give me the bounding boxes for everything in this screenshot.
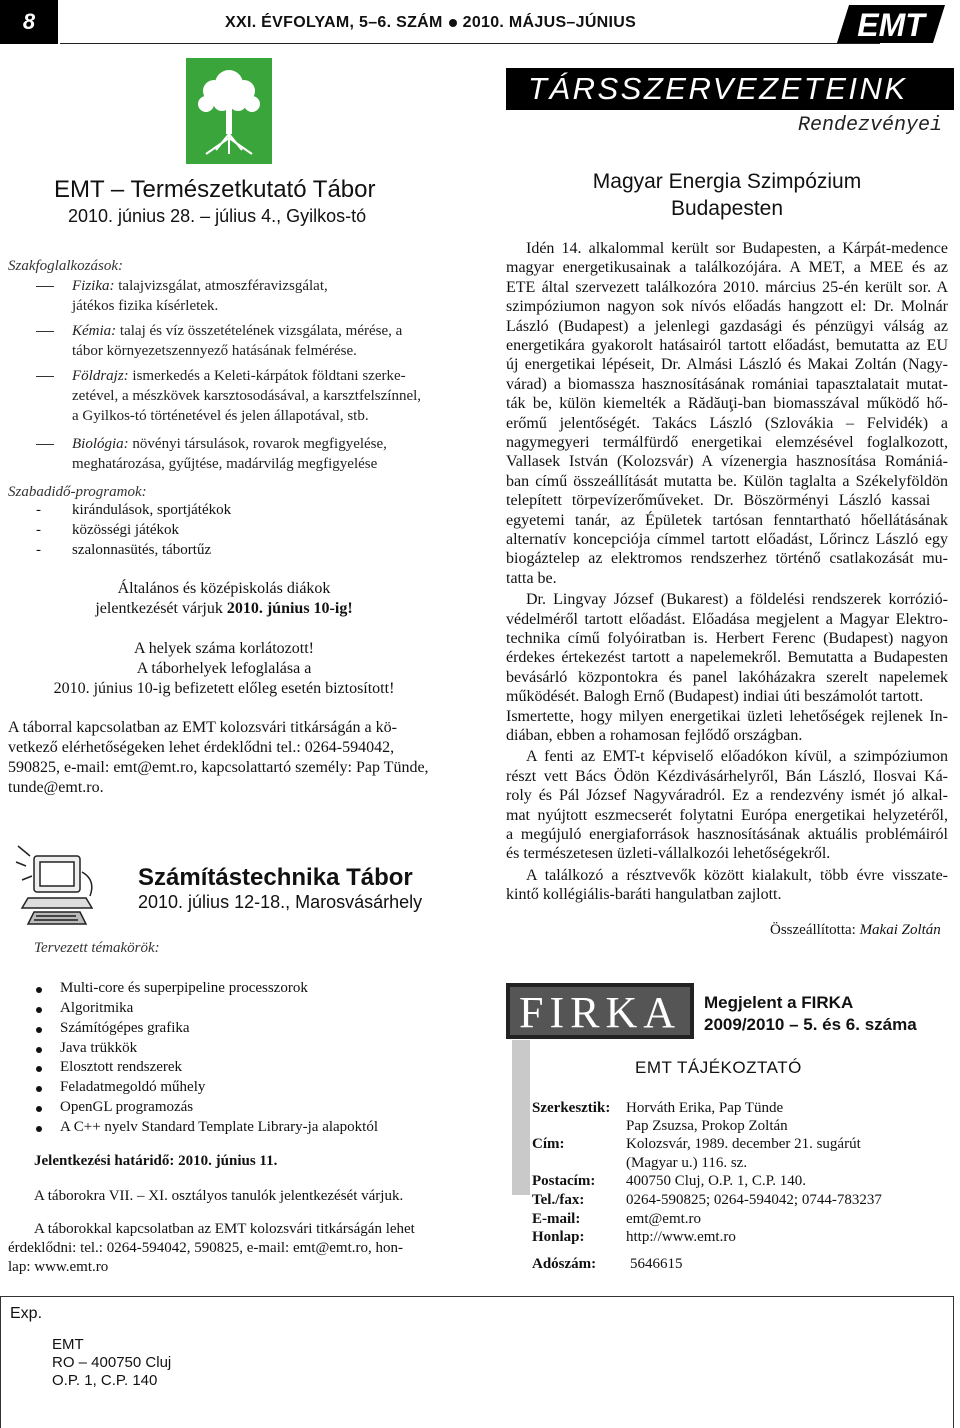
list-item bbox=[72, 321, 402, 341]
article-line: és természetesen üzleti-vállalkozói lehetőségekről. bbox=[506, 845, 831, 863]
notice-text: jelentkezését várjuk bbox=[95, 600, 223, 617]
firka-heading bbox=[704, 992, 917, 1036]
author-name: Makai Zoltán bbox=[859, 922, 941, 938]
article-line: egyetemi tanár, az Épületek tartósan fenntartható hőellátásának bbox=[506, 511, 948, 529]
address-line: O.P. 1, C.P. 140 bbox=[52, 1372, 158, 1389]
deadline: Jelentkezési határidő: 2010. június 11. bbox=[34, 1153, 278, 1169]
dash-bullet bbox=[36, 286, 54, 287]
article-line: mat nyújtott eszmecserét folytatni Európa energetikai helyzetéről, bbox=[506, 806, 948, 824]
contact-line: lap: www.emt.ro bbox=[8, 1259, 109, 1275]
audience: A táborokra VII. – XI. osztályos tanulók jelentkezését várjuk. bbox=[34, 1188, 404, 1204]
field-text: talajvizsgálat, atmoszféravizsgálat, bbox=[118, 278, 328, 294]
camp-contact bbox=[8, 718, 448, 798]
field-label: Földrajz: bbox=[72, 368, 129, 384]
info-value: 400750 Cluj, O.P. 1, C.P. 140. bbox=[626, 1173, 807, 1189]
info-value: Pap Zsuzsa, Prokop Zoltán bbox=[626, 1118, 788, 1134]
article-line: A fenti az EMT-t képviselő előadókon kívül, a szimpóziumon bbox=[526, 748, 948, 766]
firka-heading-line: 2009/2010 – 5. és 6. száma bbox=[704, 1015, 917, 1034]
topic-item: Elosztott rendszerek bbox=[60, 1059, 183, 1075]
field-text: talaj és víz összetételének vizsgálata, mérése, a bbox=[119, 323, 403, 339]
article-line: Dr. Lingvay József (Bukarest) a földelési rendszerek korrózió- bbox=[526, 591, 948, 609]
address-line: EMT bbox=[52, 1336, 84, 1353]
list-item: - közösségi játékok bbox=[36, 522, 180, 538]
article-line: magyar energetikusainak a találkozójára. A MET, a MEE és az bbox=[506, 259, 948, 277]
contact-line: érdeklődni: tel.: 0264-594042, 590825, e-mail: emt@emt.ro, hon- bbox=[8, 1240, 403, 1256]
field-text: a Gyilkos-tó történetével és jelen állapotával, stb. bbox=[72, 408, 369, 424]
computer-icon bbox=[12, 842, 104, 938]
info-value: emt@emt.ro bbox=[626, 1211, 702, 1227]
dash-bullet bbox=[36, 444, 54, 445]
bullet-dot-icon bbox=[36, 987, 42, 993]
info-label: E-mail: bbox=[532, 1211, 581, 1227]
list-item bbox=[72, 276, 328, 296]
bullet-dot-icon bbox=[36, 1066, 42, 1072]
article-line: technika című folyóiratban is. Herbert Ferenc (Budapest) nagyon bbox=[506, 630, 948, 647]
page-number: 8 bbox=[0, 0, 58, 44]
info-value: 0264-590825; 0264-594042; 0744-783237 bbox=[626, 1192, 882, 1208]
free-time-item: kirándulások, sportjátékok bbox=[72, 502, 232, 518]
article-line: ETE által szervezett találkozóra 2010. március 25-én került sor. A bbox=[506, 278, 948, 296]
header-rule bbox=[60, 43, 880, 44]
notice-line: Általános és középiskolás diákok bbox=[117, 580, 331, 597]
contact-line: vetkező elérhetőségeken lehet érdeklődni tel.: 0264-594042, bbox=[8, 739, 395, 756]
article-line: energetikára gyakorolt hatásairól tartott előadást, bemutatta az EU bbox=[506, 337, 948, 354]
info-value: Kolozsvár, 1989. december 21. sugárút bbox=[626, 1136, 861, 1152]
article-line: erőmű jelentőségét. Takács László (Szlovákia – Felvidék) a bbox=[506, 414, 948, 432]
notice-deadline: 2010. június 10-ig! bbox=[226, 600, 353, 617]
info-label: Tel./fax: bbox=[532, 1192, 585, 1208]
firka-heading-line: Megjelent a FIRKA bbox=[704, 993, 854, 1012]
topic-item: Számítógépes grafika bbox=[60, 1020, 190, 1036]
firka-logo bbox=[506, 983, 694, 1039]
field-text: növényi társulások, rovarok megfigyelése, bbox=[132, 436, 387, 452]
activities-label: Szakfoglalkozások: bbox=[8, 258, 123, 274]
contact-line: tunde@emt.ro. bbox=[8, 779, 104, 796]
article-line: kintő kollégiális-baráti hangulatban zajlott. bbox=[506, 886, 782, 904]
article-line: a megújuló energiaforrások hasznosításának aktuális problémáiról bbox=[506, 826, 948, 843]
it-camp-contact bbox=[8, 1220, 452, 1277]
article-line: A találkozó a résztvevők között kialakult, több évre visszate- bbox=[526, 866, 948, 884]
article-line: védelméről tartott előadást. Előadása megjelent a Magyar Elektro- bbox=[506, 610, 948, 628]
article-line: új energetikai lépéseit, Dr. Almási László és Makai Zoltán (Nagy- bbox=[506, 356, 948, 374]
camp-date: 2010. június 28. – július 4., Gyilkos-tó bbox=[68, 206, 367, 226]
info-label: Postacím: bbox=[532, 1173, 596, 1189]
article-line: Idén 14. alkalommal került sor Budapesten, a Kárpát-medence bbox=[526, 240, 948, 257]
symposium-title-line: Budapesten bbox=[670, 197, 784, 220]
list-item: - szalonnasütés, tábortűz bbox=[36, 542, 212, 558]
tree-logo-icon bbox=[186, 58, 272, 164]
info-value: (Magyar u.) 116. sz. bbox=[626, 1155, 748, 1171]
field-text: meghatározása, gyűjtése, madárvilág megfigyelése bbox=[72, 456, 378, 472]
bullet-dot-icon bbox=[36, 1047, 42, 1053]
author-label: Összeállította: bbox=[770, 922, 856, 938]
topic-item: A C++ nyelv Standard Template Library-ja alapoktól bbox=[60, 1119, 379, 1135]
free-time-item: szalonnasütés, tábortűz bbox=[72, 542, 212, 558]
dash-bullet bbox=[36, 376, 54, 377]
field-label: Fizika: bbox=[72, 278, 115, 294]
bullet-dot-icon bbox=[36, 1027, 42, 1033]
sidebar-stripe bbox=[512, 1040, 530, 1195]
address-line: RO – 400750 Cluj bbox=[52, 1354, 172, 1371]
symposium-title bbox=[506, 168, 948, 222]
field-text: ismerkedés a Keleti-kárpátok földtani szerke- bbox=[132, 368, 406, 384]
section-banner: TÁRSSZERVEZETEINK bbox=[506, 68, 954, 110]
article-line: érdekes értekezést tartott a napelemekről. Bemutatta a Budapesten bbox=[506, 649, 948, 667]
info-value: Horváth Erika, Pap Tünde bbox=[626, 1100, 784, 1116]
article-line: telepített törpevízerőműveket. Dr. Böszörményi László kassai bbox=[506, 492, 931, 510]
article-line: várad) a biomassza hasznosításának romániai tapasztalatait mutat- bbox=[506, 375, 948, 393]
issue-volume: XXI. ÉVFOLYAM, 5–6. SZÁM bbox=[225, 14, 443, 31]
topic-item: Algoritmika bbox=[60, 1000, 134, 1016]
contact-line: 590825, e-mail: emt@emt.ro, kapcsolattartó személy: Pap Tünde, bbox=[8, 759, 429, 776]
bullet-dot-icon bbox=[36, 1126, 42, 1132]
bullet-dot-icon bbox=[449, 19, 457, 27]
info-value: http://www.emt.ro bbox=[626, 1229, 736, 1245]
article-line: részt vett Bács Ödön Kézdivásárhelyről, Bán László, Ilosvai Ká- bbox=[506, 767, 948, 785]
info-label: Cím: bbox=[532, 1136, 565, 1152]
author-credit bbox=[770, 922, 941, 939]
topic-item: Multi-core és superpipeline processzorok bbox=[60, 980, 308, 996]
bullet-dot-icon bbox=[36, 1007, 42, 1013]
article-line: alternatív koncepciója címmel tartott előadást, Lőrincz László egy bbox=[506, 531, 948, 548]
article-line: ták be, külön kiemelték a Rădăuţi-ban biomasszával működő hő- bbox=[506, 395, 948, 413]
sender-address bbox=[52, 1336, 171, 1390]
article-line: bevásárló központokra és panel lakóházakra szerelt napelemek bbox=[506, 668, 948, 686]
article-line: diában, ebben a rohamosan fejlődő országban. bbox=[506, 727, 803, 744]
notice-line: 2010. június 10-ig befizetett előleg esetén biztosított! bbox=[53, 680, 395, 697]
article-line: Ismertette, hogy milyen energetikai üzleti lehetőségek rejlenek In- bbox=[506, 707, 948, 725]
info-label: Adószám: bbox=[532, 1256, 597, 1272]
free-time-label: Szabadidő-programok: bbox=[8, 484, 147, 500]
dash-bullet bbox=[36, 331, 54, 332]
notice-limited: A helyek száma korlátozott! bbox=[134, 640, 314, 657]
info-label: Szerkesztik: bbox=[532, 1100, 611, 1116]
article-line: Vallasek István (Kolozsvár) A vízenergia hasznosítása Romániá- bbox=[506, 453, 948, 471]
it-camp-date: 2010. július 12-18., Marosvásárhely bbox=[138, 892, 423, 912]
contact-line: A táborokkal kapcsolatban az EMT kolozsvári titkárságán lehet bbox=[34, 1221, 415, 1237]
issue-date: 2010. MÁJUS–JÚNIUS bbox=[462, 14, 637, 31]
camp-title: EMT – Természetkutató Tábor bbox=[54, 176, 376, 203]
info-label: Honlap: bbox=[532, 1229, 585, 1245]
article-line: ban című összeállítását mutatta be. Külön taglalta a Székelyföldön bbox=[506, 472, 948, 490]
issue-info bbox=[225, 14, 636, 32]
article-line: László (Budapest) a jelenlegi gazdasági és pénzügyi válság az bbox=[506, 317, 948, 335]
field-label: Kémia: bbox=[72, 323, 117, 339]
svg-text:EMT: EMT bbox=[857, 7, 925, 43]
free-time-item: közösségi játékok bbox=[72, 522, 180, 538]
contact-line: A táborral kapcsolatban az EMT kolozsvári titkárságán a kö- bbox=[8, 719, 397, 736]
it-camp-title: Számítástechnika Tábor bbox=[138, 864, 413, 891]
notice-line: A táborhelyek lefoglalása a bbox=[136, 660, 312, 677]
svg-text:FIRKA: FIRKA bbox=[518, 988, 682, 1037]
list-item: - kirándulások, sportjátékok bbox=[36, 502, 232, 518]
bullet-dot-icon bbox=[36, 1086, 42, 1092]
field-text: zetével, a mészkövek karsztosodásával, a karsztfelszínnel, bbox=[72, 388, 422, 404]
info-value: 5646615 bbox=[630, 1256, 683, 1272]
topic-item: Feladatmegoldó műhely bbox=[60, 1079, 206, 1095]
list-item bbox=[72, 366, 406, 386]
article-line: tatta be. bbox=[506, 569, 557, 587]
article-line: roly és Pál József Nagyváradról. Ez a rendezvény ismét jó alkal- bbox=[506, 787, 948, 805]
topic-item: Java trükkök bbox=[60, 1040, 138, 1056]
bullet-dot-icon bbox=[36, 1106, 42, 1112]
topic-item: OpenGL programozás bbox=[60, 1099, 194, 1115]
emt-logo bbox=[835, 3, 947, 45]
sender-label: Exp. bbox=[10, 1305, 43, 1322]
topics-label: Tervezett témakörök: bbox=[34, 940, 160, 956]
article-line: biogáztelep az elektromos rendszerhez történő csatlakozását mu- bbox=[506, 550, 948, 568]
notice-line bbox=[0, 600, 448, 618]
article-line: működését. Balogh Ernő (Budapest) indiai úti beszámolót tartott. bbox=[506, 688, 924, 706]
field-label: Biológia: bbox=[72, 436, 129, 452]
info-title: EMT TÁJÉKOZTATÓ bbox=[635, 1058, 802, 1077]
article-line: nagymegyeri termálfürdő energetikai elemzésével foglalkozott, bbox=[506, 434, 948, 451]
field-text: játékos fizika kísérletek. bbox=[72, 298, 219, 314]
field-text: tábor környezetszennyező hatásának felmérése. bbox=[72, 343, 357, 359]
article-line: szimpóziumon nagyon sok nívós előadás hangzott el: Dr. Molnár bbox=[506, 298, 948, 316]
list-item bbox=[72, 434, 387, 454]
section-subtitle: Rendezvényei bbox=[797, 114, 942, 137]
symposium-title-line: Magyar Energia Szimpózium bbox=[592, 170, 862, 193]
